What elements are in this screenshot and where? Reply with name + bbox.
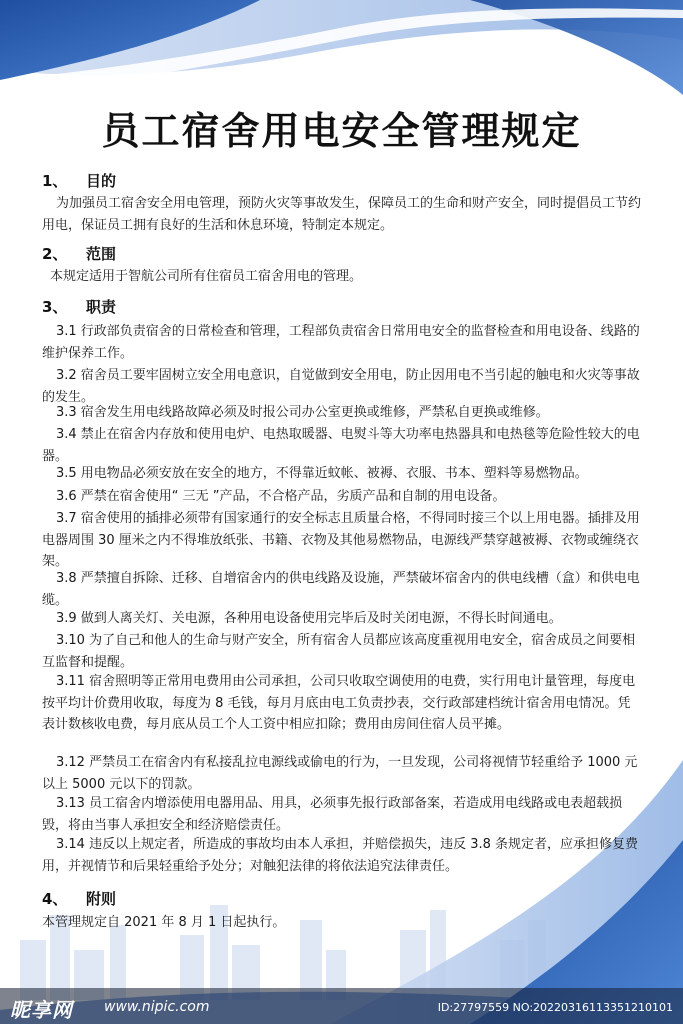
scope-paragraph: 本规定适用于智航公司所有住宿员工宿舍用电的管理。 [50,269,363,284]
duty-item: 3.6 严禁在宿舍使用“ 三无 ”产品，不合格产品，劣质产品和自制的用电设备。 [56,489,506,504]
duty-item: 3.2 宿舍员工要牢固树立安全用电意识，自觉做到安全用电，防止因用电不当引起的触电和火灾等事故的发生。 [42,368,640,405]
duty-item: 3.8 严禁擅自拆除、迁移、自增宿舍内的供电线路及设施，严禁破坏宿舍内的供电线槽（盒）和供电电缆。 [42,571,640,608]
duty-item: 3.3 宿舍发生用电线路故障必须及时报公司办公室更换或维修，严禁私自更换或维修。 [56,405,549,420]
duty-item: 3.10 为了自己和他人的生命与财产安全，所有宿舍人员都应该高度重视用电安全，宿舍成员之间要相互监督和提醒。 [42,633,636,670]
page-title: 员工宿舍用电安全管理规定 [101,108,582,153]
section-heading-scope: 2、 范围 [42,245,117,263]
duty-item: 3.5 用电物品必须安放在安全的地方，不得靠近蚊帐、被褥、衣服、书本、塑料等易燃物品。 [56,466,588,481]
watermark-logo: 昵享网 [10,998,73,1022]
section-heading-appendix: 4、 附则 [42,890,117,908]
watermark-id: ID:27797559 NO:20220316113351210101 [437,1001,673,1014]
duty-item: 3.9 做到人离关灯、关电源，各种用电设备使用完毕后及时关闭电源，不得长时间通电。 [56,611,562,626]
section-heading-duties: 3、 职责 [42,298,117,316]
section-heading-purpose: 1、 目的 [42,172,117,190]
duty-item: 3.11 宿舍照明等正常用电费用由公司承担，公司只收取空调使用的电费，实行用电计量管理，每度电按平均计价费用收取，每度为 8 毛钱，每月月底由电工负责抄表，交行政部建档统计宿舍用电情况。凭表计数核收电费，每月底从员工个人工资中相应扣除；费用由房间住宿人员平摊。 [42,674,636,732]
duty-item: 3.7 宿舍使用的插排必须带有国家通行的安全标志且质量合格，不得同时接三个以上用电器。插排及用电器周围 30 厘米之内不得堆放纸张、书籍、衣物及其他易燃物品，电源线严禁穿越被褥、衣物或缠绕衣架。 [42,511,640,569]
duty-item: 3.14 违反以上规定者，所造成的事故均由本人承担，并赔偿损失，违反 3.8 条规定者，应承担修复费用，并视情节和后果轻重给予处分；对触犯法律的将依法追究法律责任。 [42,837,639,874]
duty-item: 3.13 员工宿舍内增添使用电器用品、用具，必须事先报行政部备案，若造成用电线路或电表超载损毁，将由当事人承担安全和经济赔偿责任。 [42,796,623,833]
duty-item: 3.1 行政部负责宿舍的日常检查和管理，工程部负责宿舍日常用电安全的监督检查和用电设备、线路的维护保养工作。 [42,324,640,361]
watermark-url: www.nipic.com [104,999,210,1015]
duty-item: 3.12 严禁员工在宿舍内有私接乱拉电源线或偷电的行为，一旦发现，公司将视情节轻重给予 1000 元以上 5000 元以下的罚款。 [42,755,638,792]
purpose-paragraph: 为加强员工宿舍安全用电管理，预防火灾等事故发生，保障员工的生命和财产安全，同时提倡员工节约用电，保证员工拥有良好的生活和休息环境，特制定本规定。 [42,196,642,233]
duty-item: 3.4 禁止在宿舍内存放和使用电炉、电热取暖器、电熨斗等大功率电热器具和电热毯等危险性较大的电器。 [42,427,640,464]
appendix-paragraph: 本管理规定自 2021 年 8 月 1 日起执行。 [42,915,286,930]
